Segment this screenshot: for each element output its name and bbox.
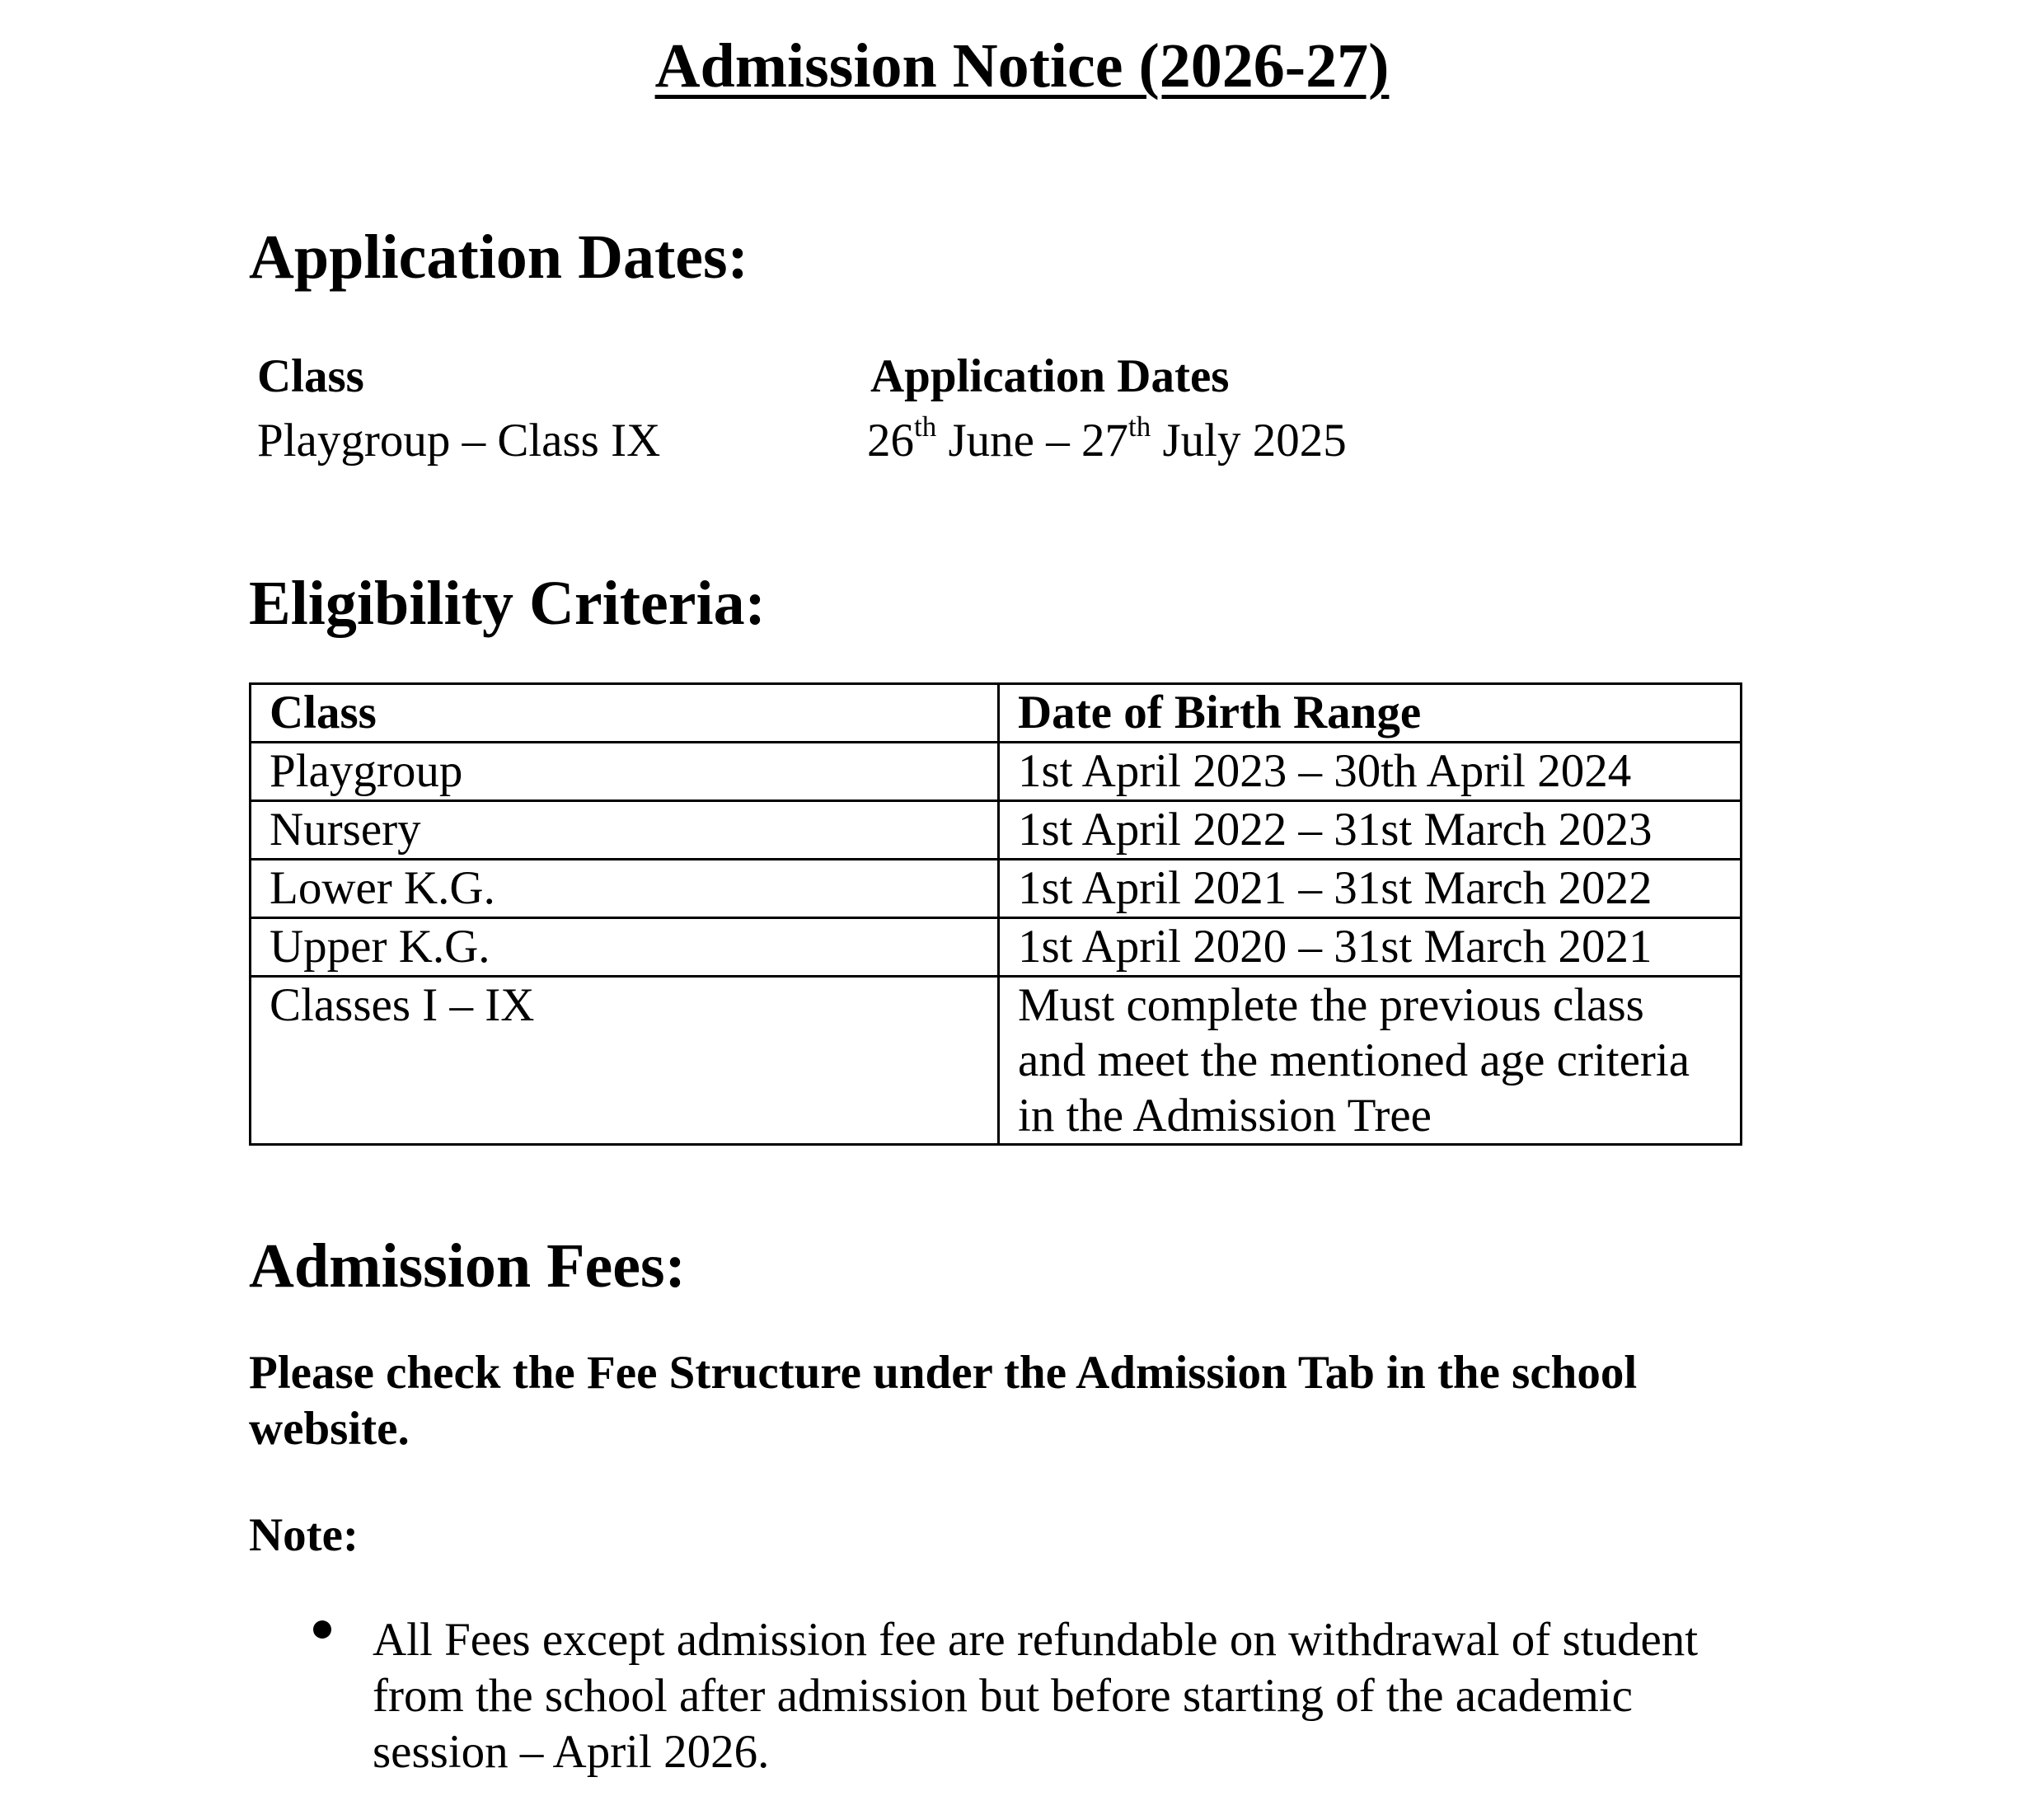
- application-dates-heading: Application Dates:: [249, 223, 748, 292]
- start-month: June – 27: [936, 415, 1128, 467]
- end-day-suffix: th: [1127, 410, 1151, 443]
- eligibility-class-cell: Classes I – IX: [251, 977, 999, 1145]
- eligibility-table-header-row: [251, 684, 1742, 743]
- start-day: 26: [867, 415, 914, 467]
- eligibility-dob-cell: 1st April 2022 – 31st March 2023: [999, 801, 1742, 860]
- eligibility-header-class: Class: [251, 684, 999, 743]
- eligibility-dob-cell: Must complete the previous class and meet the mentioned age criteria in the Admission Tree: [999, 977, 1742, 1145]
- eligibility-table: [249, 682, 1742, 1146]
- eligibility-dob-cell: 1st April 2021 – 31st March 2022: [999, 860, 1742, 918]
- table-row: [251, 977, 1742, 1145]
- eligibility-dob-cell: 1st April 2023 – 30th April 2024: [999, 743, 1742, 801]
- eligibility-class-cell: Nursery: [251, 801, 999, 860]
- eligibility-criteria-heading: Eligibility Criteria:: [249, 569, 766, 638]
- note-bullet-text: All Fees except admission fee are refundable on withdrawal of student from the school after admission but before starting of the academic session – April 2026.: [373, 1614, 1699, 1778]
- eligibility-header-dob: Date of Birth Range: [999, 684, 1742, 743]
- admission-fees-heading: Admission Fees:: [249, 1231, 686, 1301]
- start-day-suffix: th: [914, 410, 937, 443]
- document-title-text: Admission Notice (2026-27): [654, 31, 1390, 101]
- end-month-year: July 2025: [1151, 415, 1347, 467]
- bullet-icon: [313, 1620, 331, 1639]
- eligibility-dob-cell: 1st April 2020 – 31st March 2021: [999, 918, 1742, 977]
- fee-structure-text: Please check the Fee Structure under the Admission Tab in the school website.: [249, 1347, 1638, 1455]
- application-dates-header: Application Dates: [870, 350, 1230, 402]
- application-class-value: Playgroup – Class IX: [257, 415, 661, 467]
- eligibility-class-cell: Upper K.G.: [251, 918, 999, 977]
- table-row: [251, 743, 1742, 801]
- eligibility-class-cell: Playgroup: [251, 743, 999, 801]
- table-row: [251, 801, 1742, 860]
- note-label: Note:: [249, 1509, 359, 1561]
- table-row: [251, 860, 1742, 918]
- eligibility-class-cell: Lower K.G.: [251, 860, 999, 918]
- document-title: [0, 25, 2044, 107]
- application-dates-value: [867, 412, 1347, 470]
- application-class-header: Class: [257, 350, 364, 402]
- table-row: [251, 918, 1742, 977]
